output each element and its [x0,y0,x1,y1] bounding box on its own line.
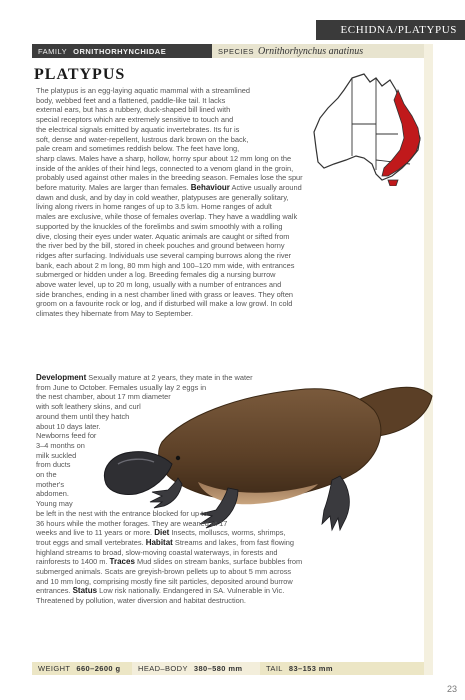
development-text: Sexually mature at 2 years, they mate in the water [88,373,253,382]
head-body-value: 380–580 mm [193,664,243,673]
behaviour-first-line [36,183,424,193]
head-body-label: HEAD–BODY [138,664,188,673]
tail-value: 83–153 mm [288,664,333,673]
tail-label: TAIL [266,664,283,673]
page-number: 23 [446,684,457,694]
lower-text-block [36,373,424,606]
development-line: around them until they hatch [36,411,130,421]
habitat-line: highland streams to broad, slow-moving coastal waterways, in forests and [36,547,278,557]
traces-first-line [36,557,424,567]
development-line: 3–4 months on [36,440,85,450]
development-line: 36 hours while the mother forages. They are weaned at 17 [36,518,228,528]
page-title: PLATYPUS [34,66,126,83]
description-line: The platypus is an egg-laying aquatic mammal with a streamlined [36,86,251,95]
behaviour-line: dive, closing their eyes under water. Aquatic animals are caught or sifted from [36,231,290,241]
head-body-cell [132,662,260,675]
habitat-text: rainforests to 1400 m. [36,557,108,567]
behaviour-line: groom on a favourite rock or log, and if disturbed will make a low growl. In cold [36,299,293,309]
traces-heading: Traces [109,557,135,567]
diet-text: trout eggs and small vertebrates. [36,537,144,547]
behaviour-line: living along rivers in home ranges of up to 3.5 km. Home ranges of adult [36,202,272,212]
development-line: mother's [36,479,65,489]
development-text: weeks and live to 11 years or more. [36,528,153,538]
description-line: pale cream and sometimes reddish below. The feet have long, [36,144,240,154]
traces-line: submerged animals. Scats are greyish-brown pellets up to about 5 mm across [36,567,292,577]
description-line: soft, dense and water-repellent, lustrous dark brown on the back, [36,134,249,144]
traces-text: Mud slides on stream banks, surface bubbles from [136,557,303,567]
status-text: Low risk nationally. Endangered in SA. Vulnerable in Vic. [99,586,285,596]
description-line: special receptors which are extremely sensitive to touch and [36,115,234,125]
behaviour-line: above water level, up to 20 m long, usually with a number of entrances and [36,280,282,290]
development-first-line [36,373,424,383]
description-line: body, webbed feet and a flattened, paddle-like tail. It lacks [36,95,226,105]
behaviour-heading: Behaviour [190,183,230,193]
habitat-heading: Habitat [145,537,173,547]
section-title: ECHIDNA/PLATYPUS [340,24,457,36]
description-line: external ears, but has a rubbery, duck-shaped bill lined with [36,105,231,115]
section-header [316,20,465,40]
behaviour-line: ridges after surfacing. Individuals use several camping burrows along the river [36,250,292,260]
weight-value: 660–2600 g [76,664,121,673]
diet-first-line [36,528,424,538]
habitat-first-line [36,538,424,548]
development-line: the nest chamber, about 17 mm diameter [36,392,171,402]
description-block [36,86,424,319]
traces-line: and 10 mm long, comprising mostly fine silt particles, deposited around burrow [36,576,293,586]
description-line: sharp claws. Males have a sharp, hollow, horny spur about 12 mm long on the [36,153,292,163]
description-line: probably used against other males in the breeding season. Females lose the spur [36,173,303,183]
development-line: milk suckled [36,450,77,460]
traces-text: entrances. [36,586,71,596]
habitat-text: Streams and lakes, from fast flowing [174,537,295,547]
development-line: from ducts [36,460,71,470]
species-label: SPECIES [218,46,255,56]
family-label: FAMILY [38,46,68,56]
development-line: from June to October. Females usually lay 2 eggs in [36,382,207,392]
development-line: on the [36,470,57,480]
development-line: be left in the nest with the entrance blocked for up to [36,508,208,518]
family-bar [32,44,212,58]
development-line: abdomen. [36,489,69,499]
weight-label: WEIGHT [38,664,71,673]
behaviour-line: bank, each about 2 m long, 80 mm high and 100–120 mm wide, with entrances [36,260,295,270]
behaviour-text: Active usually around [231,183,302,193]
development-line: with soft leathery skins, and curl [36,402,141,412]
species-bar [212,44,424,58]
development-line: Young may [36,499,73,509]
description-line: before maturity. Males are larger than females. [36,183,189,193]
diet-heading: Diet [154,528,170,538]
development-line: Newborns feed for [36,431,97,441]
behaviour-line: climates they hibernate from May to September. [36,309,193,319]
behaviour-line: supported by the knuckles of the forelimbs and swim smoothly with a rolling [36,221,283,231]
diet-text: Insects, molluscs, worms, shrimps, [171,528,286,538]
description-line: inside of the ankles of their hind legs, connected to a venom gland in the groin, [36,163,294,173]
development-heading: Development [36,373,87,382]
description-line: the electrical signals emitted by aquatic invertebrates. Its fur is [36,124,240,134]
behaviour-line: submerged or hidden under a log. Breeding females dig a nursing burrow [36,270,276,280]
measurements-footer [32,662,424,675]
behaviour-line: the river bed by the bill, stored in cheek pouches and ground between horny [36,241,285,251]
status-heading: Status [72,586,98,596]
behaviour-line: males are exclusive, while those of females overlap. They have a waddling walk [36,212,298,222]
family-value: ORNITHORHYNCHIDAE [73,46,167,56]
species-value: Ornithorhynchus anatinus [258,45,364,57]
weight-cell [32,662,132,675]
development-line: about 10 days later. [36,421,101,431]
status-first-line [36,586,424,596]
behaviour-line: side branches, ending in a nest chamber lined with grass or leaves. They often [36,289,294,299]
tail-cell [260,662,424,675]
behaviour-line: dawn and dusk, and by day in cold weather, platypuses are generally solitary, [36,192,289,202]
status-line: Threatened by pollution, water diversion and habitat destruction. [36,596,246,606]
